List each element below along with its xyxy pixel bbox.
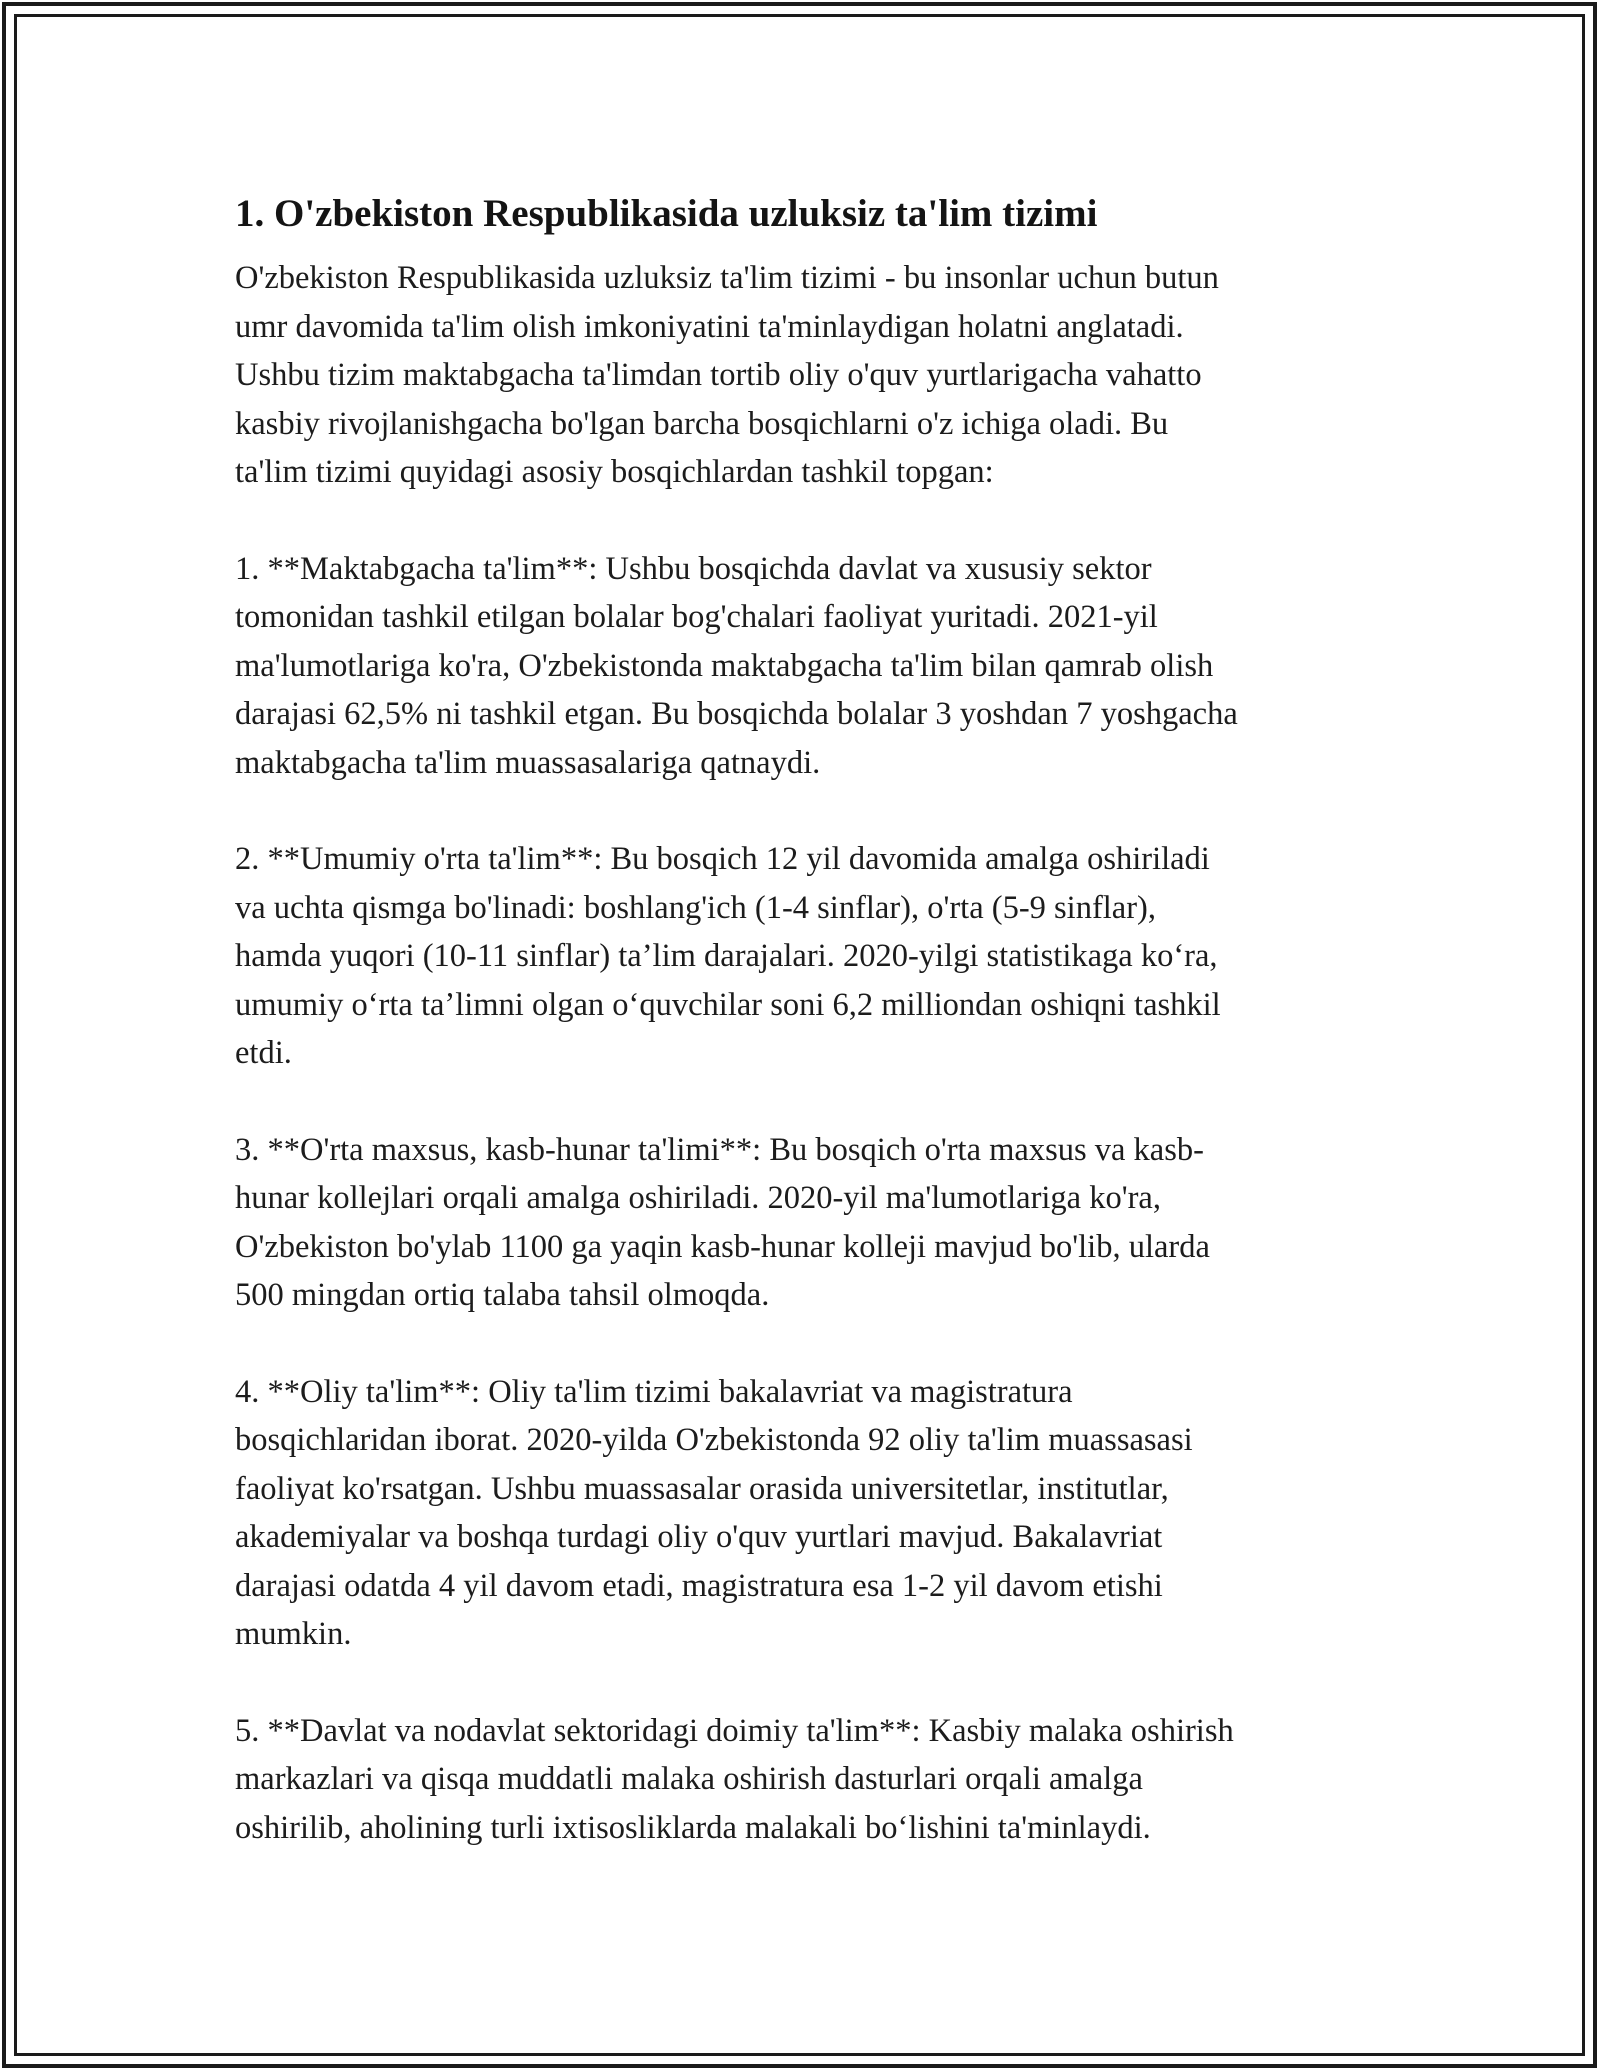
- intro-paragraph: O'zbekiston Respublikasida uzluksiz ta'lim tizimi - bu insonlar uchun butun umr davomida ta'lim olish imkoniyatini ta'minlaydigan holatni anglatadi. Ushbu tizim maktabgacha ta'limdan tortib oliy o'quv yurtlarigacha vahatto kasbiy rivojlanishgacha bo'lgan barcha bosqichlarni o'z ichiga oladi. Bu ta'lim tizimi quyidagi asosiy bosqichlardan tashkil topgan:: [235, 260, 1219, 490]
- section-4-higher-education: 4. **Oliy ta'lim**: Oliy ta'lim tizimi bakalavriat va magistratura bosqichlaridan iborat. 2020-yilda O'zbekistonda 92 oliy ta'lim muassasasi faoliyat ko'rsatgan. Ushbu muassasalar orasida universitetlar, institutlar, akademiyalar va boshqa turdagi oliy o'quv yurtlari mavjud. Bakalavriat darajasi odatda 4 yil davom etadi, magistratura esa 1-2 yil davom etishi mumkin.: [235, 1373, 1193, 1652]
- section-3-vocational: 3. **O'rta maxsus, kasb-hunar ta'limi**: Bu bosqich o'rta maxsus va kasb- hunar kollejlari orqali amalga oshiriladi. 2020-yil ma'lumotlariga ko'ra, O'zbekiston bo'ylab 1100 ga yaqin kasb-hunar kolleji mavjud bo'lib, ularda 500 mingdan ortiq talaba tahsil olmoqda.: [235, 1131, 1210, 1313]
- section-5-continuing-education: 5. **Davlat va nodavlat sektoridagi doimiy ta'lim**: Kasbiy malaka oshirish markazlari va qisqa muddatli malaka oshirish dasturlari orqali amalga oshirilib, aholining turli ixtisosliklarda malakali boʻlishini ta'minlaydi.: [235, 1712, 1234, 1846]
- document-heading: 1. O'zbekiston Respublikasida uzluksiz ta'lim tizimi: [235, 192, 1098, 235]
- section-2-general-secondary: 2. **Umumiy o'rta ta'lim**: Bu bosqich 12 yil davomida amalga oshiriladi va uchta qismga bo'linadi: boshlang'ich (1-4 sinflar), o'rta (5-9 sinflar), hamda yuqori (10-11 sinflar) ta’lim darajalari. 2020-yilgi statistikaga koʻra, umumiy oʻrta taʼlimni olgan oʻquvchilar soni 6,2 milliondan oshiqni tashkil etdi.: [235, 841, 1221, 1071]
- document-body: [235, 186, 1385, 1900]
- section-1-preschool: 1. **Maktabgacha ta'lim**: Ushbu bosqichda davlat va xususiy sektor tomonidan tashkil etilgan bolalar bog'chalari faoliyat yuritadi. 2021-yil ma'lumotlariga ko'ra, O'zbekistonda maktabgacha ta'lim bilan qamrab olish darajasi 62,5% ni tashkil etgan. Bu bosqichda bolalar 3 yoshdan 7 yoshgacha maktabgacha ta'lim muassasalariga qatnaydi.: [235, 550, 1238, 781]
